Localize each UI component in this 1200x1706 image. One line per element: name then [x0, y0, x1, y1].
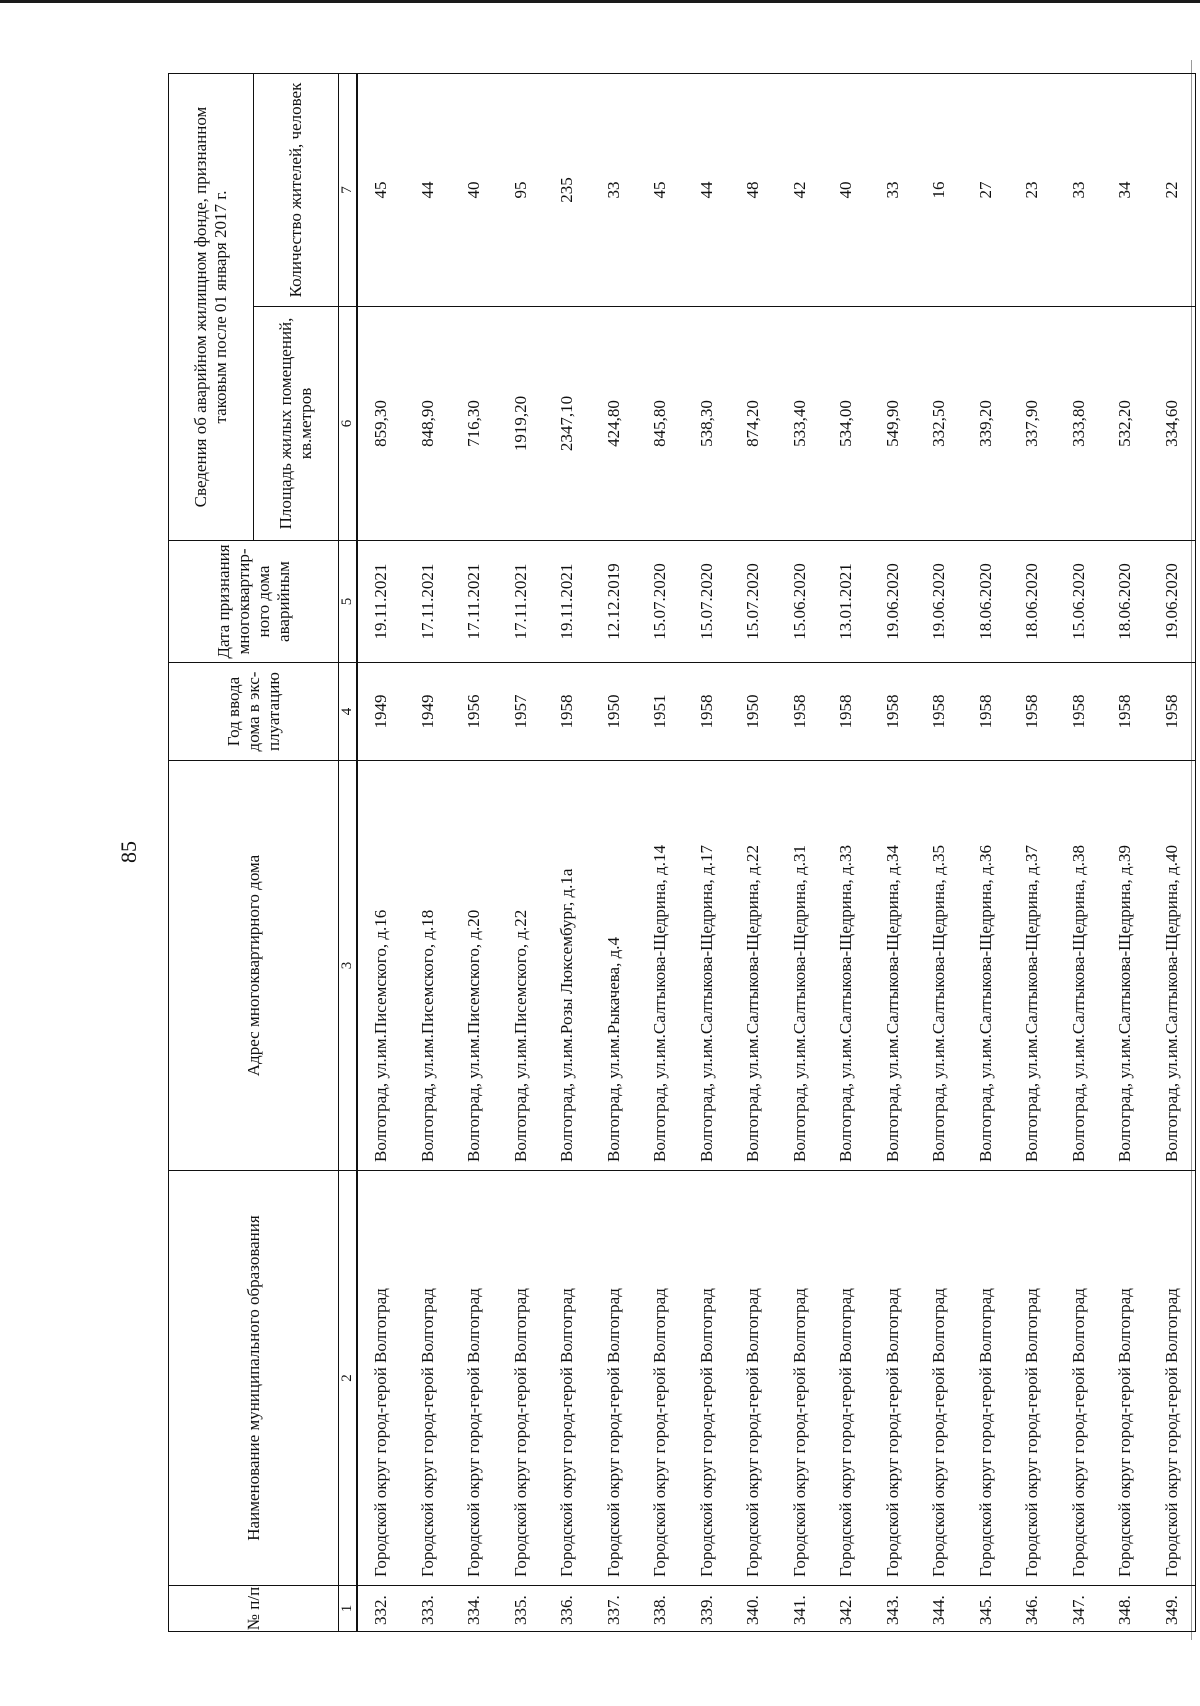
table-row — [684, 74, 731, 1632]
row-address: Волгоград, ул.им.Салтыкова-Щедрина, д.34 — [870, 761, 917, 1171]
row-address: Волгоград, ул.им.Розы Люксембург, д.1а — [544, 761, 591, 1171]
row-year: 1958 — [916, 663, 963, 761]
row-residents: 45 — [357, 74, 405, 307]
scan-edge-top — [0, 0, 1200, 3]
header-col-address: Адрес многоквартирного дома — [169, 761, 339, 1171]
row-address: Волгоград, ул.им.Салтыкова-Щедрина, д.39 — [1102, 761, 1149, 1171]
header-num-4: 4 — [339, 663, 358, 761]
row-municipality: Городской округ город-герой Волгоград — [916, 1171, 963, 1586]
row-year: 1956 — [451, 663, 498, 761]
row-municipality: Городской округ город-герой Волгоград — [544, 1171, 591, 1586]
row-area: 334,60 — [1149, 307, 1196, 541]
row-number: 345. — [963, 1586, 1010, 1632]
row-area: 424,80 — [591, 307, 638, 541]
row-year: 1958 — [823, 663, 870, 761]
table-row — [1009, 74, 1056, 1632]
row-area: 534,00 — [823, 307, 870, 541]
row-number: 332. — [357, 1586, 405, 1632]
row-date: 15.07.2020 — [637, 541, 684, 663]
row-address: Волгоград, ул.им.Писемского, д.18 — [405, 761, 452, 1171]
row-date: 19.11.2021 — [544, 541, 591, 663]
table-row — [963, 74, 1010, 1632]
header-num-7: 7 — [339, 74, 358, 307]
row-date: 15.06.2020 — [777, 541, 824, 663]
row-municipality: Городской округ город-герой Волгоград — [684, 1171, 731, 1586]
row-year: 1958 — [684, 663, 731, 761]
row-date: 12.12.2019 — [591, 541, 638, 663]
row-residents: 40 — [451, 74, 498, 307]
row-year: 1950 — [730, 663, 777, 761]
row-number: 333. — [405, 1586, 452, 1632]
row-date: 17.11.2021 — [451, 541, 498, 663]
row-area: 716,30 — [451, 307, 498, 541]
row-residents: 95 — [498, 74, 545, 307]
row-number: 338. — [637, 1586, 684, 1632]
row-date: 18.06.2020 — [963, 541, 1010, 663]
row-municipality: Городской округ город-герой Волгоград — [405, 1171, 452, 1586]
row-date: 15.07.2020 — [730, 541, 777, 663]
row-residents: 48 — [730, 74, 777, 307]
row-municipality: Городской округ город-герой Волгоград — [1149, 1171, 1196, 1586]
row-year: 1949 — [405, 663, 452, 761]
header-col-area: Площадь жилых помещений, кв.метров — [254, 307, 339, 541]
table-row — [451, 74, 498, 1632]
row-address: Волгоград, ул.им.Салтыкова-Щедрина, д.37 — [1009, 761, 1056, 1171]
row-municipality: Городской округ город-герой Волгоград — [870, 1171, 917, 1586]
row-area: 337,90 — [1009, 307, 1056, 541]
table-row — [498, 74, 545, 1632]
row-municipality: Городской округ город-герой Волгоград — [357, 1171, 405, 1586]
row-date: 19.06.2020 — [916, 541, 963, 663]
row-address: Волгоград, ул.им.Салтыкова-Щедрина, д.36 — [963, 761, 1010, 1171]
row-residents: 23 — [1009, 74, 1056, 307]
row-residents: 45 — [637, 74, 684, 307]
row-address: Волгоград, ул.им.Салтыкова-Щедрина, д.33 — [823, 761, 870, 1171]
row-area: 332,50 — [916, 307, 963, 541]
header-num-5: 5 — [339, 541, 358, 663]
row-date: 18.06.2020 — [1009, 541, 1056, 663]
row-area: 532,20 — [1102, 307, 1149, 541]
row-date: 17.11.2021 — [498, 541, 545, 663]
row-residents: 22 — [1149, 74, 1196, 307]
row-date: 15.06.2020 — [1056, 541, 1103, 663]
row-residents: 34 — [1102, 74, 1149, 307]
row-number: 347. — [1056, 1586, 1103, 1632]
table-body — [357, 74, 1196, 1632]
row-number: 349. — [1149, 1586, 1196, 1632]
row-date: 19.11.2021 — [357, 541, 405, 663]
row-number: 348. — [1102, 1586, 1149, 1632]
row-area: 859,30 — [357, 307, 405, 541]
row-residents: 42 — [777, 74, 824, 307]
row-area: 533,40 — [777, 307, 824, 541]
table-row — [1102, 74, 1149, 1632]
row-address: Волгоград, ул.им.Писемского, д.16 — [357, 761, 405, 1171]
row-address: Волгоград, ул.им.Рыкачева, д.4 — [591, 761, 638, 1171]
row-area: 845,80 — [637, 307, 684, 541]
row-municipality: Городской округ город-герой Волгоград — [1102, 1171, 1149, 1586]
table-row — [637, 74, 684, 1632]
row-number: 336. — [544, 1586, 591, 1632]
table-row — [405, 74, 452, 1632]
header-col-municipality: Наименование муниципального образования — [169, 1171, 339, 1586]
row-area: 333,80 — [1056, 307, 1103, 541]
header-col-residents: Количество жителей, человек — [254, 74, 339, 307]
row-area: 2347,10 — [544, 307, 591, 541]
table-row — [544, 74, 591, 1632]
table-row — [357, 74, 405, 1632]
row-residents: 33 — [870, 74, 917, 307]
row-area: 1919,20 — [498, 307, 545, 541]
row-address: Волгоград, ул.им.Салтыкова-Щедрина, д.14 — [637, 761, 684, 1171]
row-year: 1958 — [1056, 663, 1103, 761]
table-row — [1149, 74, 1196, 1632]
row-municipality: Городской округ город-герой Волгоград — [777, 1171, 824, 1586]
table-row — [730, 74, 777, 1632]
row-number: 335. — [498, 1586, 545, 1632]
row-number: 337. — [591, 1586, 638, 1632]
row-date: 19.06.2020 — [870, 541, 917, 663]
header-col-date: Дата признания многоквартир-ного дома аварийным — [169, 541, 339, 663]
row-year: 1958 — [544, 663, 591, 761]
row-residents: 40 — [823, 74, 870, 307]
table-row — [777, 74, 824, 1632]
row-municipality: Городской округ город-герой Волгоград — [591, 1171, 638, 1586]
table-row — [591, 74, 638, 1632]
row-address: Волгоград, ул.им.Салтыкова-Щедрина, д.38 — [1056, 761, 1103, 1171]
emergency-housing-table — [168, 73, 1196, 1632]
row-municipality: Городской округ город-герой Волгоград — [1009, 1171, 1056, 1586]
row-number: 339. — [684, 1586, 731, 1632]
header-group-emergency-fund: Сведения об аварийном жилищном фонде, признанном таковым после 01 января 2017 г. — [169, 74, 254, 541]
row-municipality: Городской округ город-герой Волгоград — [963, 1171, 1010, 1586]
rotated-document — [168, 74, 1181, 1632]
row-year: 1958 — [870, 663, 917, 761]
header-col-number: № п/п — [169, 1586, 339, 1632]
row-date: 15.07.2020 — [684, 541, 731, 663]
row-residents: 33 — [591, 74, 638, 307]
row-year: 1957 — [498, 663, 545, 761]
row-address: Волгоград, ул.им.Салтыкова-Щедрина, д.40 — [1149, 761, 1196, 1171]
header-num-1: 1 — [339, 1586, 358, 1632]
row-municipality: Городской округ город-герой Волгоград — [498, 1171, 545, 1586]
header-col-year: Год ввода дома в экс-плуатацию — [169, 663, 339, 761]
row-year: 1958 — [1102, 663, 1149, 761]
row-area: 549,90 — [870, 307, 917, 541]
row-year: 1958 — [1009, 663, 1056, 761]
row-residents: 235 — [544, 74, 591, 307]
row-number: 346. — [1009, 1586, 1056, 1632]
row-municipality: Городской округ город-герой Волгоград — [823, 1171, 870, 1586]
row-residents: 44 — [405, 74, 452, 307]
row-address: Волгоград, ул.им.Салтыкова-Щедрина, д.31 — [777, 761, 824, 1171]
row-municipality: Городской округ город-герой Волгоград — [1056, 1171, 1103, 1586]
row-address: Волгоград, ул.им.Салтыкова-Щедрина, д.17 — [684, 761, 731, 1171]
row-year: 1950 — [591, 663, 638, 761]
row-year: 1958 — [963, 663, 1010, 761]
row-number: 344. — [916, 1586, 963, 1632]
row-year: 1958 — [777, 663, 824, 761]
row-area: 874,20 — [730, 307, 777, 541]
table-row — [1056, 74, 1103, 1632]
row-area: 538,30 — [684, 307, 731, 541]
row-year: 1949 — [357, 663, 405, 761]
row-number: 341. — [777, 1586, 824, 1632]
row-residents: 27 — [963, 74, 1010, 307]
table-row — [870, 74, 917, 1632]
row-residents: 44 — [684, 74, 731, 307]
row-date: 13.01.2021 — [823, 541, 870, 663]
row-residents: 33 — [1056, 74, 1103, 307]
row-residents: 16 — [916, 74, 963, 307]
header-num-6: 6 — [339, 307, 358, 541]
row-address: Волгоград, ул.им.Салтыкова-Щедрина, д.22 — [730, 761, 777, 1171]
row-year: 1951 — [637, 663, 684, 761]
table-header — [169, 74, 358, 1632]
row-number: 340. — [730, 1586, 777, 1632]
row-municipality: Городской округ город-герой Волгоград — [637, 1171, 684, 1586]
header-num-2: 2 — [339, 1171, 358, 1586]
table-row — [823, 74, 870, 1632]
row-date: 17.11.2021 — [405, 541, 452, 663]
row-address: Волгоград, ул.им.Писемского, д.20 — [451, 761, 498, 1171]
row-date: 19.06.2020 — [1149, 541, 1196, 663]
table-row — [916, 74, 963, 1632]
row-number: 343. — [870, 1586, 917, 1632]
row-year: 1958 — [1149, 663, 1196, 761]
row-municipality: Городской округ город-герой Волгоград — [730, 1171, 777, 1586]
page-number: 85 — [116, 841, 141, 863]
header-num-3: 3 — [339, 761, 358, 1171]
row-municipality: Городской округ город-герой Волгоград — [451, 1171, 498, 1586]
row-area: 339,20 — [963, 307, 1010, 541]
row-number: 334. — [451, 1586, 498, 1632]
row-number: 342. — [823, 1586, 870, 1632]
row-area: 848,90 — [405, 307, 452, 541]
row-address: Волгоград, ул.им.Салтыкова-Щедрина, д.35 — [916, 761, 963, 1171]
row-date: 18.06.2020 — [1102, 541, 1149, 663]
row-address: Волгоград, ул.им.Писемского, д.22 — [498, 761, 545, 1171]
